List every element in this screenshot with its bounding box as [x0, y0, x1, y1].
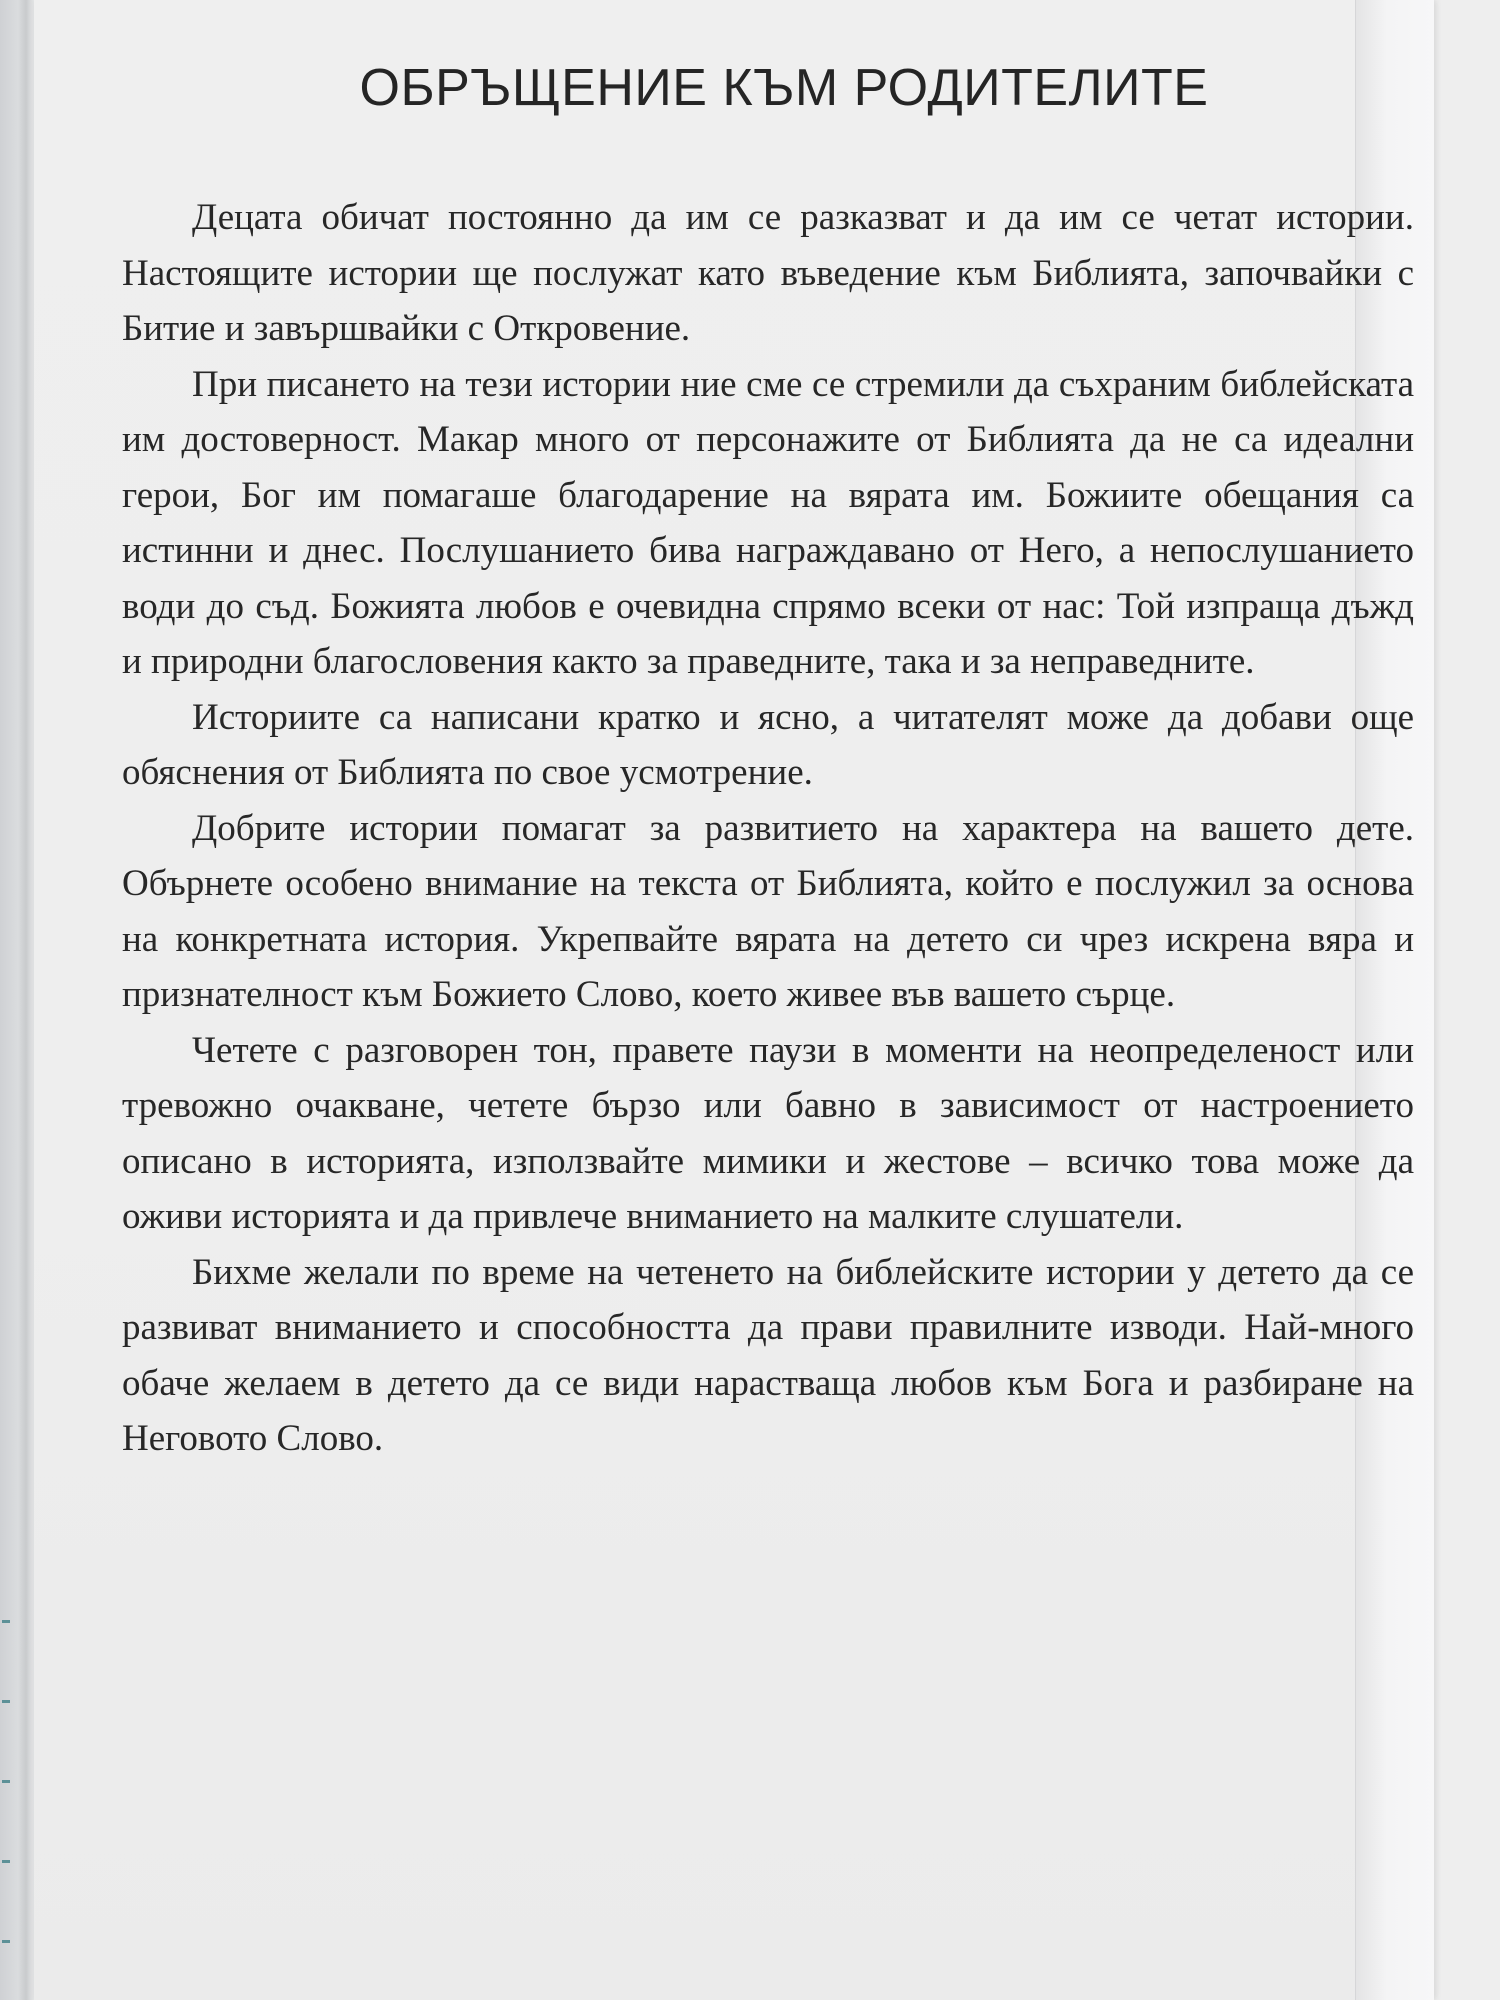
paragraph-6: Бихме желали по време на четенето на библейските истории у детето да се развиват вниманието и способността да прави правилните изводи. Най-много обаче желаем в детето да се види нарастваща любов към Бога и разбиране на Неговото Слово. [122, 1251, 1414, 1459]
notebook-binding-marks [0, 1590, 12, 2000]
page-title: ОБРЪЩЕНИЕ КЪМ РОДИТЕЛИТЕ [359, 59, 1209, 117]
book-page [34, 0, 1434, 2000]
paragraph-2: При писането на тези истории ние сме се стремили да съхраним библейската им достоверност. Макар много от персонажите от Библията да не са идеални герои, Бог им помагаше благодарение на вярата им. Божиите обещания са истинни и днес. Послушанието бива награждавано от Него, а непослушанието води до съд. Божията любов е очевидна спрямо всеки от нас: Той изпраща дъжд и природни благословения както за праведните, така и за неправедните. [122, 363, 1414, 682]
paragraph-3: Историите са написани кратко и ясно, а читателят може да добави още обяснения от Библията по свое усмотрение. [122, 696, 1414, 793]
paragraph-1: Децата обичат постоянно да им се разказват и да им се четат истории. Настоящите истории ще послужат като въведение към Библията, започвайки с Битие и завършвайки с Откровение. [122, 197, 1414, 349]
paragraph-5: Четете с разговорен тон, правете паузи в моменти на неопределеност или тревожно очакване, четете бързо или бавно в зависимост от настроението описано в историята, използвайте мимики и жестове – всичко това може да оживи историята и да привлече вниманието на малките слушатели. [122, 1029, 1414, 1237]
paragraph-4: Добрите истории помагат за развитието на характера на вашето дете. Обърнете особено внимание на текста от Библията, който е послужил за основа на конкретната история. Укрепвайте вярата на детето си чрез искрена вяра и признателност към Божието Слово, което живее във вашето сърце. [122, 807, 1414, 1015]
body-text [122, 190, 1414, 1467]
